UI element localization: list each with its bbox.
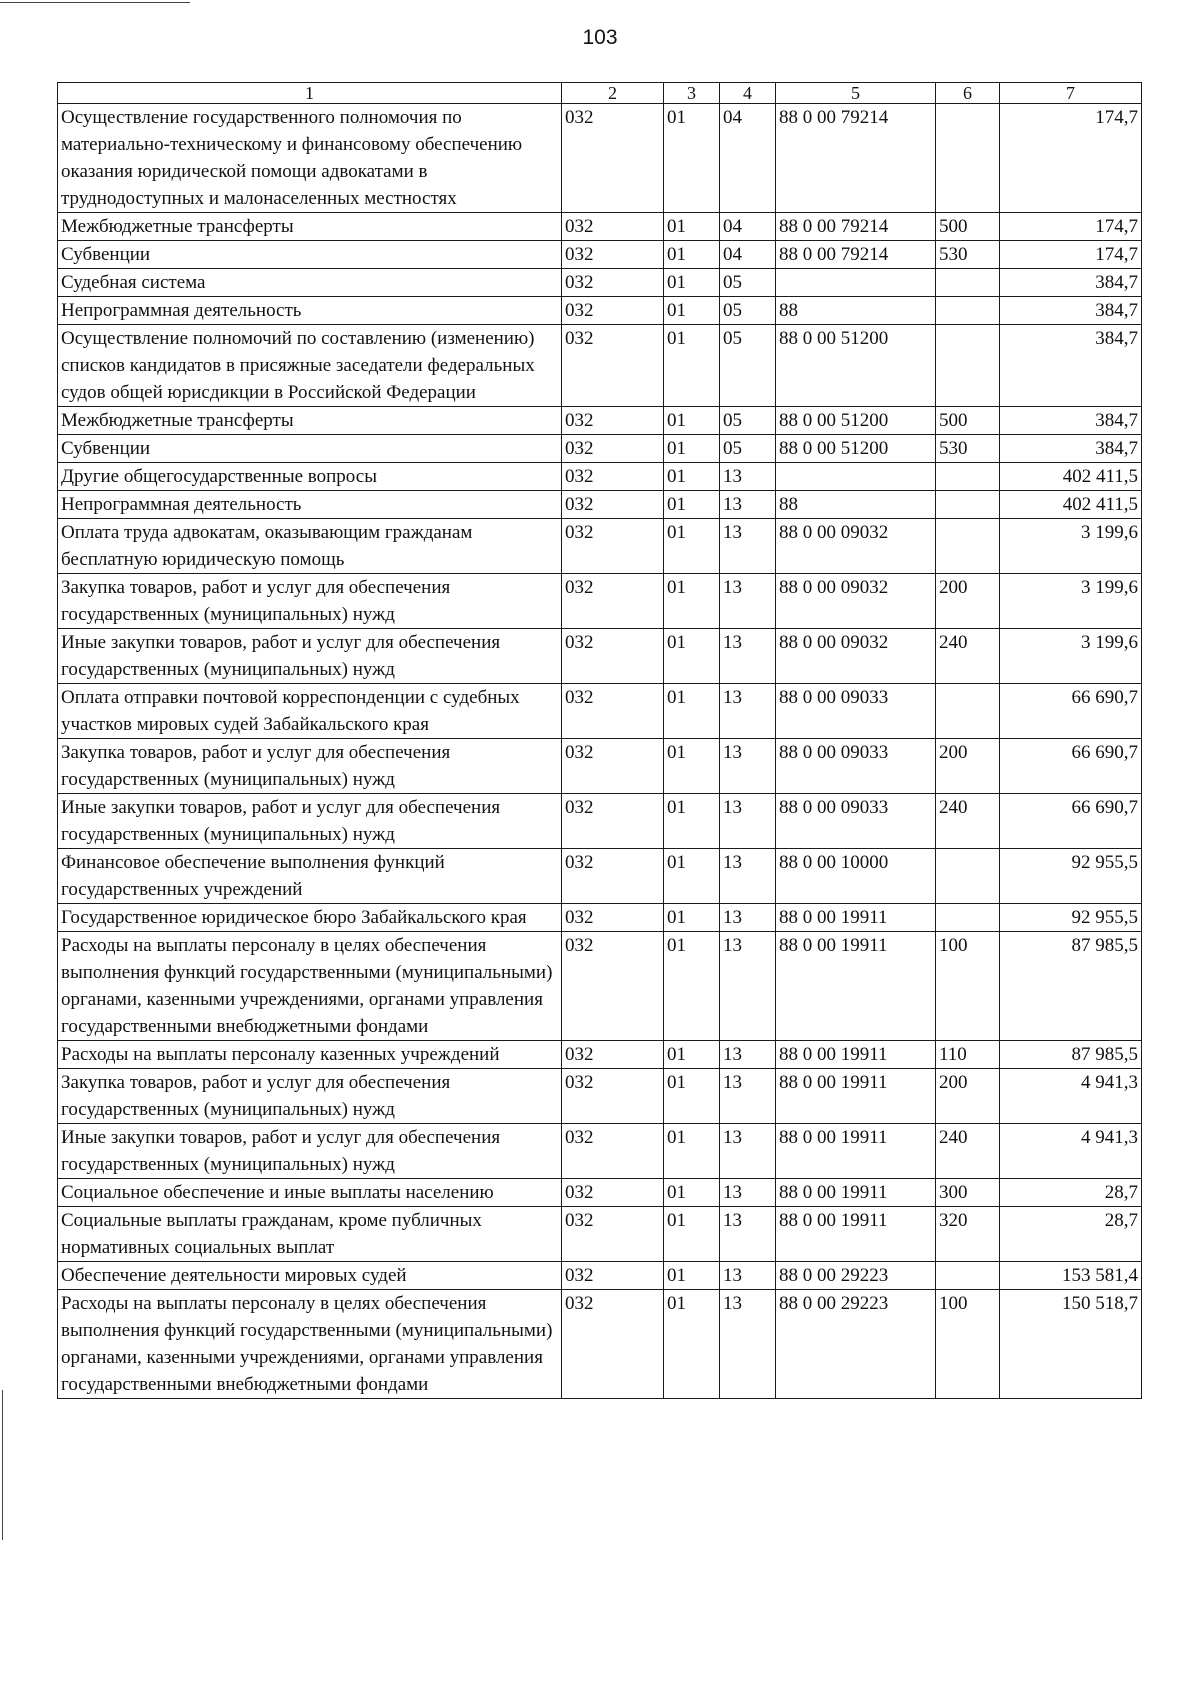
column-number-row bbox=[58, 83, 1142, 104]
item-name-cell: Расходы на выплаты персоналу в целях обеспечения выполнения функций государственными (муниципальными) органами, казенными учреждениями, органами управления государственными внебюджетными фондами bbox=[58, 1290, 562, 1399]
amount-cell: 28,7 bbox=[1000, 1179, 1142, 1207]
budget-table bbox=[57, 82, 1142, 1399]
subsection-code-cell: 13 bbox=[720, 491, 776, 519]
expense-type-code-cell bbox=[936, 1262, 1000, 1290]
amount-cell: 174,7 bbox=[1000, 213, 1142, 241]
section-code-cell: 01 bbox=[664, 739, 720, 794]
target-article-code-cell: 88 0 00 09032 bbox=[776, 519, 936, 574]
section-code-cell: 01 bbox=[664, 491, 720, 519]
section-code-cell: 01 bbox=[664, 269, 720, 297]
ministry-code-cell: 032 bbox=[562, 1179, 664, 1207]
table-row bbox=[58, 519, 1142, 574]
target-article-code-cell: 88 0 00 51200 bbox=[776, 435, 936, 463]
subsection-code-cell: 13 bbox=[720, 849, 776, 904]
subsection-code-cell: 05 bbox=[720, 435, 776, 463]
expense-type-code-cell: 530 bbox=[936, 241, 1000, 269]
section-code-cell: 01 bbox=[664, 794, 720, 849]
subsection-code-cell: 13 bbox=[720, 1262, 776, 1290]
table-row bbox=[58, 904, 1142, 932]
expense-type-code-cell: 100 bbox=[936, 932, 1000, 1041]
subsection-code-cell: 04 bbox=[720, 213, 776, 241]
table-row bbox=[58, 1041, 1142, 1069]
ministry-code-cell: 032 bbox=[562, 1290, 664, 1399]
expense-type-code-cell: 300 bbox=[936, 1179, 1000, 1207]
table-row bbox=[58, 849, 1142, 904]
ministry-code-cell: 032 bbox=[562, 904, 664, 932]
column-header: 3 bbox=[664, 83, 720, 104]
table-row bbox=[58, 241, 1142, 269]
item-name-cell: Иные закупки товаров, работ и услуг для обеспечения государственных (муниципальных) нужд bbox=[58, 1124, 562, 1179]
amount-cell: 402 411,5 bbox=[1000, 463, 1142, 491]
ministry-code-cell: 032 bbox=[562, 269, 664, 297]
item-name-cell: Другие общегосударственные вопросы bbox=[58, 463, 562, 491]
target-article-code-cell: 88 0 00 09033 bbox=[776, 684, 936, 739]
subsection-code-cell: 13 bbox=[720, 519, 776, 574]
expense-type-code-cell bbox=[936, 104, 1000, 213]
target-article-code-cell: 88 0 00 10000 bbox=[776, 849, 936, 904]
target-article-code-cell: 88 0 00 19911 bbox=[776, 1069, 936, 1124]
section-code-cell: 01 bbox=[664, 1041, 720, 1069]
subsection-code-cell: 13 bbox=[720, 1069, 776, 1124]
table-row bbox=[58, 1207, 1142, 1262]
ministry-code-cell: 032 bbox=[562, 297, 664, 325]
subsection-code-cell: 13 bbox=[720, 1290, 776, 1399]
expense-type-code-cell: 240 bbox=[936, 1124, 1000, 1179]
target-article-code-cell: 88 0 00 19911 bbox=[776, 1179, 936, 1207]
target-article-code-cell: 88 0 00 19911 bbox=[776, 1207, 936, 1262]
target-article-code-cell: 88 0 00 79214 bbox=[776, 213, 936, 241]
column-header: 1 bbox=[58, 83, 562, 104]
target-article-code-cell: 88 0 00 19911 bbox=[776, 1124, 936, 1179]
target-article-code-cell: 88 0 00 09033 bbox=[776, 794, 936, 849]
item-name-cell: Непрограммная деятельность bbox=[58, 297, 562, 325]
section-code-cell: 01 bbox=[664, 574, 720, 629]
amount-cell: 66 690,7 bbox=[1000, 684, 1142, 739]
ministry-code-cell: 032 bbox=[562, 739, 664, 794]
target-article-code-cell: 88 0 00 09032 bbox=[776, 629, 936, 684]
section-code-cell: 01 bbox=[664, 241, 720, 269]
ministry-code-cell: 032 bbox=[562, 325, 664, 407]
item-name-cell: Осуществление государственного полномочия по материально-техническому и финансовому обеспечению оказания юридической помощи адвокатами в труднодоступных и малонаселенных местностях bbox=[58, 104, 562, 213]
expense-type-code-cell bbox=[936, 904, 1000, 932]
ministry-code-cell: 032 bbox=[562, 574, 664, 629]
amount-cell: 402 411,5 bbox=[1000, 491, 1142, 519]
table-row bbox=[58, 1262, 1142, 1290]
subsection-code-cell: 13 bbox=[720, 904, 776, 932]
amount-cell: 87 985,5 bbox=[1000, 932, 1142, 1041]
section-code-cell: 01 bbox=[664, 849, 720, 904]
subsection-code-cell: 13 bbox=[720, 1179, 776, 1207]
item-name-cell: Иные закупки товаров, работ и услуг для обеспечения государственных (муниципальных) нужд bbox=[58, 629, 562, 684]
section-code-cell: 01 bbox=[664, 435, 720, 463]
section-code-cell: 01 bbox=[664, 684, 720, 739]
amount-cell: 384,7 bbox=[1000, 269, 1142, 297]
table-row bbox=[58, 297, 1142, 325]
ministry-code-cell: 032 bbox=[562, 241, 664, 269]
ministry-code-cell: 032 bbox=[562, 435, 664, 463]
column-header: 7 bbox=[1000, 83, 1142, 104]
subsection-code-cell: 05 bbox=[720, 325, 776, 407]
section-code-cell: 01 bbox=[664, 1262, 720, 1290]
target-article-code-cell: 88 0 00 51200 bbox=[776, 407, 936, 435]
subsection-code-cell: 04 bbox=[720, 104, 776, 213]
ministry-code-cell: 032 bbox=[562, 629, 664, 684]
amount-cell: 384,7 bbox=[1000, 407, 1142, 435]
amount-cell: 174,7 bbox=[1000, 241, 1142, 269]
item-name-cell: Социальные выплаты гражданам, кроме публичных нормативных социальных выплат bbox=[58, 1207, 562, 1262]
subsection-code-cell: 13 bbox=[720, 932, 776, 1041]
expense-type-code-cell: 320 bbox=[936, 1207, 1000, 1262]
section-code-cell: 01 bbox=[664, 407, 720, 435]
item-name-cell: Расходы на выплаты персоналу казенных учреждений bbox=[58, 1041, 562, 1069]
expense-type-code-cell bbox=[936, 684, 1000, 739]
ministry-code-cell: 032 bbox=[562, 463, 664, 491]
amount-cell: 4 941,3 bbox=[1000, 1069, 1142, 1124]
amount-cell: 3 199,6 bbox=[1000, 519, 1142, 574]
section-code-cell: 01 bbox=[664, 463, 720, 491]
expense-type-code-cell: 500 bbox=[936, 213, 1000, 241]
section-code-cell: 01 bbox=[664, 904, 720, 932]
section-code-cell: 01 bbox=[664, 325, 720, 407]
item-name-cell: Закупка товаров, работ и услуг для обеспечения государственных (муниципальных) нужд bbox=[58, 1069, 562, 1124]
item-name-cell: Судебная система bbox=[58, 269, 562, 297]
target-article-code-cell: 88 0 00 09033 bbox=[776, 739, 936, 794]
item-name-cell: Осуществление полномочий по составлению (изменению) списков кандидатов в присяжные заседатели федеральных судов общей юрисдикции в Российской Федерации bbox=[58, 325, 562, 407]
ministry-code-cell: 032 bbox=[562, 1207, 664, 1262]
ministry-code-cell: 032 bbox=[562, 1069, 664, 1124]
section-code-cell: 01 bbox=[664, 1069, 720, 1124]
amount-cell: 66 690,7 bbox=[1000, 794, 1142, 849]
target-article-code-cell: 88 0 00 19911 bbox=[776, 932, 936, 1041]
section-code-cell: 01 bbox=[664, 1179, 720, 1207]
subsection-code-cell: 13 bbox=[720, 1207, 776, 1262]
item-name-cell: Обеспечение деятельности мировых судей bbox=[58, 1262, 562, 1290]
table-row bbox=[58, 213, 1142, 241]
ministry-code-cell: 032 bbox=[562, 849, 664, 904]
expense-type-code-cell: 530 bbox=[936, 435, 1000, 463]
target-article-code-cell: 88 0 00 51200 bbox=[776, 325, 936, 407]
table-row bbox=[58, 1290, 1142, 1399]
item-name-cell: Закупка товаров, работ и услуг для обеспечения государственных (муниципальных) нужд bbox=[58, 574, 562, 629]
subsection-code-cell: 13 bbox=[720, 629, 776, 684]
ministry-code-cell: 032 bbox=[562, 407, 664, 435]
column-header: 6 bbox=[936, 83, 1000, 104]
expense-type-code-cell: 100 bbox=[936, 1290, 1000, 1399]
item-name-cell: Межбюджетные трансферты bbox=[58, 407, 562, 435]
target-article-code-cell bbox=[776, 269, 936, 297]
item-name-cell: Закупка товаров, работ и услуг для обеспечения государственных (муниципальных) нужд bbox=[58, 739, 562, 794]
ministry-code-cell: 032 bbox=[562, 213, 664, 241]
ministry-code-cell: 032 bbox=[562, 491, 664, 519]
target-article-code-cell: 88 bbox=[776, 297, 936, 325]
target-article-code-cell: 88 0 00 79214 bbox=[776, 241, 936, 269]
table-row bbox=[58, 435, 1142, 463]
expense-type-code-cell bbox=[936, 491, 1000, 519]
table-row bbox=[58, 1124, 1142, 1179]
table-row bbox=[58, 463, 1142, 491]
table-row bbox=[58, 574, 1142, 629]
expense-type-code-cell bbox=[936, 849, 1000, 904]
column-header: 2 bbox=[562, 83, 664, 104]
ministry-code-cell: 032 bbox=[562, 104, 664, 213]
section-code-cell: 01 bbox=[664, 104, 720, 213]
table-row bbox=[58, 104, 1142, 213]
amount-cell: 384,7 bbox=[1000, 435, 1142, 463]
expense-type-code-cell bbox=[936, 463, 1000, 491]
ministry-code-cell: 032 bbox=[562, 1124, 664, 1179]
table-row bbox=[58, 407, 1142, 435]
amount-cell: 153 581,4 bbox=[1000, 1262, 1142, 1290]
table-row bbox=[58, 794, 1142, 849]
table-row bbox=[58, 1069, 1142, 1124]
section-code-cell: 01 bbox=[664, 1290, 720, 1399]
section-code-cell: 01 bbox=[664, 1207, 720, 1262]
table-row bbox=[58, 629, 1142, 684]
ministry-code-cell: 032 bbox=[562, 1262, 664, 1290]
table-row bbox=[58, 325, 1142, 407]
section-code-cell: 01 bbox=[664, 213, 720, 241]
column-header: 5 bbox=[776, 83, 936, 104]
expense-type-code-cell: 200 bbox=[936, 1069, 1000, 1124]
item-name-cell: Оплата труда адвокатам, оказывающим гражданам бесплатную юридическую помощь bbox=[58, 519, 562, 574]
table-row bbox=[58, 491, 1142, 519]
target-article-code-cell: 88 0 00 19911 bbox=[776, 904, 936, 932]
section-code-cell: 01 bbox=[664, 519, 720, 574]
item-name-cell: Иные закупки товаров, работ и услуг для обеспечения государственных (муниципальных) нужд bbox=[58, 794, 562, 849]
subsection-code-cell: 05 bbox=[720, 269, 776, 297]
item-name-cell: Социальное обеспечение и иные выплаты населению bbox=[58, 1179, 562, 1207]
scan-edge-line-left bbox=[2, 1390, 3, 1540]
amount-cell: 92 955,5 bbox=[1000, 849, 1142, 904]
expense-type-code-cell: 110 bbox=[936, 1041, 1000, 1069]
subsection-code-cell: 13 bbox=[720, 1041, 776, 1069]
table-row bbox=[58, 932, 1142, 1041]
subsection-code-cell: 13 bbox=[720, 794, 776, 849]
target-article-code-cell: 88 0 00 19911 bbox=[776, 1041, 936, 1069]
expense-type-code-cell: 240 bbox=[936, 629, 1000, 684]
item-name-cell: Государственное юридическое бюро Забайкальского края bbox=[58, 904, 562, 932]
subsection-code-cell: 05 bbox=[720, 297, 776, 325]
page-number: 103 bbox=[582, 26, 618, 49]
expense-type-code-cell bbox=[936, 519, 1000, 574]
table-row bbox=[58, 739, 1142, 794]
expense-type-code-cell bbox=[936, 297, 1000, 325]
amount-cell: 92 955,5 bbox=[1000, 904, 1142, 932]
amount-cell: 4 941,3 bbox=[1000, 1124, 1142, 1179]
item-name-cell: Межбюджетные трансферты bbox=[58, 213, 562, 241]
amount-cell: 3 199,6 bbox=[1000, 574, 1142, 629]
amount-cell: 87 985,5 bbox=[1000, 1041, 1142, 1069]
table-row bbox=[58, 684, 1142, 739]
item-name-cell: Оплата отправки почтовой корреспонденции с судебных участков мировых судей Забайкальского края bbox=[58, 684, 562, 739]
column-header: 4 bbox=[720, 83, 776, 104]
subsection-code-cell: 05 bbox=[720, 407, 776, 435]
section-code-cell: 01 bbox=[664, 932, 720, 1041]
subsection-code-cell: 04 bbox=[720, 241, 776, 269]
item-name-cell: Непрограммная деятельность bbox=[58, 491, 562, 519]
expense-type-code-cell bbox=[936, 325, 1000, 407]
subsection-code-cell: 13 bbox=[720, 684, 776, 739]
expense-type-code-cell: 200 bbox=[936, 739, 1000, 794]
item-name-cell: Субвенции bbox=[58, 435, 562, 463]
section-code-cell: 01 bbox=[664, 297, 720, 325]
amount-cell: 384,7 bbox=[1000, 325, 1142, 407]
amount-cell: 3 199,6 bbox=[1000, 629, 1142, 684]
subsection-code-cell: 13 bbox=[720, 1124, 776, 1179]
table-body bbox=[58, 104, 1142, 1399]
amount-cell: 384,7 bbox=[1000, 297, 1142, 325]
expense-type-code-cell: 200 bbox=[936, 574, 1000, 629]
ministry-code-cell: 032 bbox=[562, 932, 664, 1041]
subsection-code-cell: 13 bbox=[720, 739, 776, 794]
amount-cell: 150 518,7 bbox=[1000, 1290, 1142, 1399]
scan-edge-line-top bbox=[0, 2, 190, 3]
table-row bbox=[58, 269, 1142, 297]
target-article-code-cell bbox=[776, 463, 936, 491]
expense-type-code-cell bbox=[936, 269, 1000, 297]
amount-cell: 174,7 bbox=[1000, 104, 1142, 213]
ministry-code-cell: 032 bbox=[562, 684, 664, 739]
amount-cell: 28,7 bbox=[1000, 1207, 1142, 1262]
section-code-cell: 01 bbox=[664, 1124, 720, 1179]
target-article-code-cell: 88 0 00 29223 bbox=[776, 1262, 936, 1290]
target-article-code-cell: 88 0 00 29223 bbox=[776, 1290, 936, 1399]
subsection-code-cell: 13 bbox=[720, 574, 776, 629]
subsection-code-cell: 13 bbox=[720, 463, 776, 491]
item-name-cell: Субвенции bbox=[58, 241, 562, 269]
amount-cell: 66 690,7 bbox=[1000, 739, 1142, 794]
target-article-code-cell: 88 0 00 09032 bbox=[776, 574, 936, 629]
expense-type-code-cell: 240 bbox=[936, 794, 1000, 849]
table-row bbox=[58, 1179, 1142, 1207]
section-code-cell: 01 bbox=[664, 629, 720, 684]
item-name-cell: Финансовое обеспечение выполнения функций государственных учреждений bbox=[58, 849, 562, 904]
target-article-code-cell: 88 bbox=[776, 491, 936, 519]
ministry-code-cell: 032 bbox=[562, 519, 664, 574]
ministry-code-cell: 032 bbox=[562, 794, 664, 849]
ministry-code-cell: 032 bbox=[562, 1041, 664, 1069]
expense-type-code-cell: 500 bbox=[936, 407, 1000, 435]
item-name-cell: Расходы на выплаты персоналу в целях обеспечения выполнения функций государственными (муниципальными) органами, казенными учреждениями, органами управления государственными внебюджетными фондами bbox=[58, 932, 562, 1041]
target-article-code-cell: 88 0 00 79214 bbox=[776, 104, 936, 213]
